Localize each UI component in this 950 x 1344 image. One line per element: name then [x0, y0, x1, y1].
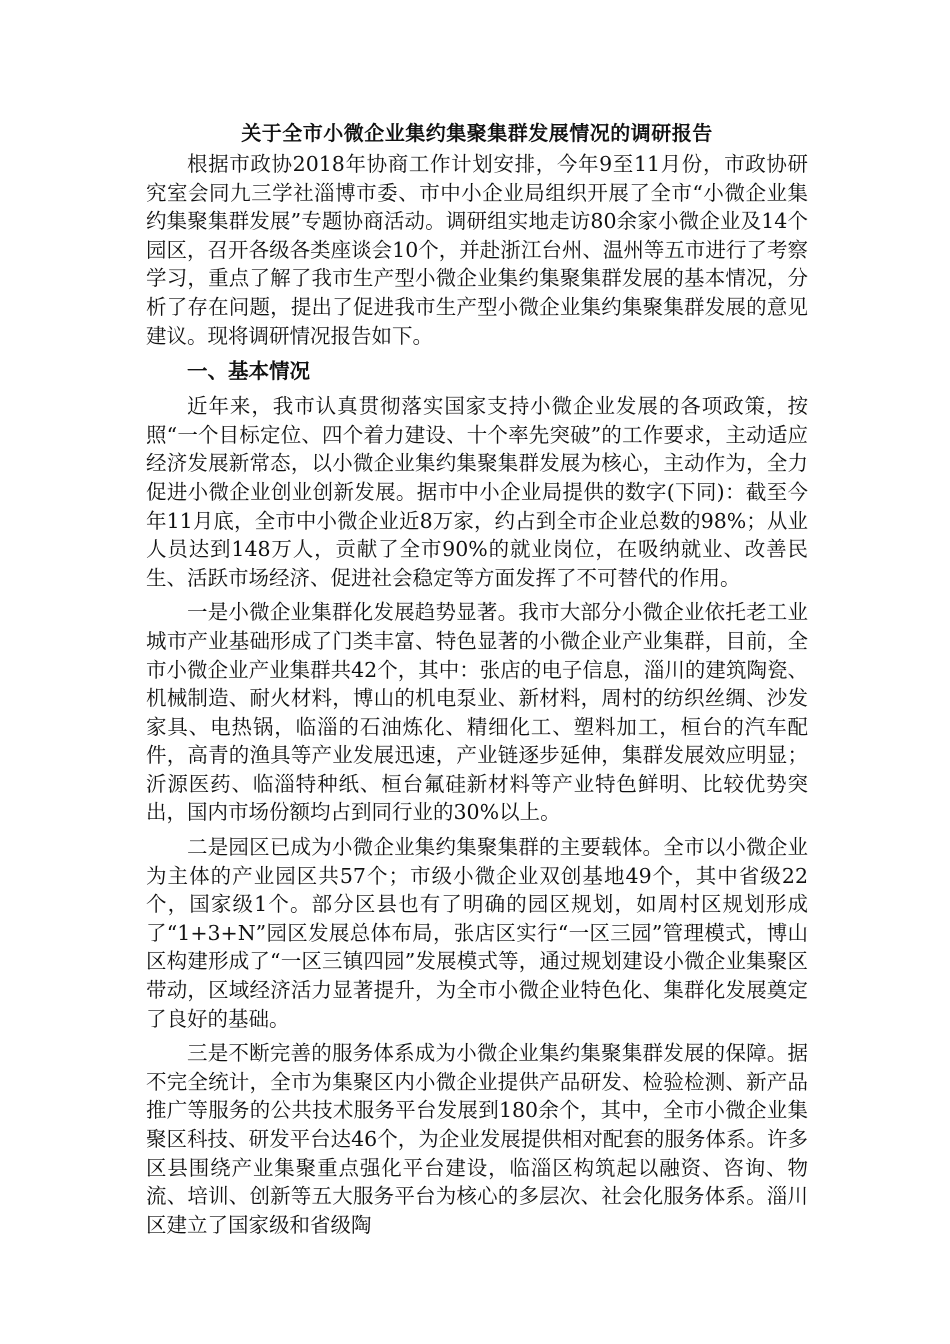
basic-situation-paragraph: 近年来，我市认真贯彻落实国家支持小微企业发展的各项政策，按照“一个目标定位、四个着力建设、十个率先突破”的工作要求，主动适应经济发展新常态，以小微企业集约集聚集群发展为核心，主动作为，全力促进小微企业创业创新发展。据市中小企业局提供的数字(下同)：截至今年11月底，全市中小微企业近8万家，约占到全市企业总数的98%；从业人员达到148万人，贡献了全市90%的就业岗位，在吸纳就业、改善民生、活跃市场经济、促进社会稳定等方面发挥了不可替代的作用。 — [146, 394, 808, 590]
intro-paragraph: 根据市政协2018年协商工作计划安排，今年9至11月份，市政协研究室会同九三学社淄博市委、市中小企业局组织开展了全市“小微企业集约集聚集群发展”专题协商活动。调研组实地走访80余家小微企业及14个园区，召开各级各类座谈会10个，并赴浙江台州、温州等五市进行了考察学习，重点了解了我市生产型小微企业集约集聚集群发展的基本情况，分析了存在问题，提出了促进我市生产型小微企业集约集聚集群发展的意见建议。现将调研情况报告如下。 — [146, 152, 808, 348]
document-title: 关于全市小微企业集约集聚集群发展情况的调研报告 — [241, 121, 713, 145]
cluster-trend-paragraph: 一是小微企业集群化发展趋势显著。我市大部分小微企业依托老工业城市产业基础形成了门类丰富、特色显著的小微企业产业集群，目前，全市小微企业产业集群共42个，其中：张店的电子信息，淄川的建筑陶瓷、机械制造、耐火材料，博山的机电泵业、新材料，周村的纺织丝绸、沙发家具、电热锅，临淄的石油炼化、精细化工、塑料加工，桓台的汽车配件，高青的渔具等产业发展迅速，产业链逐步延伸，集群发展效应明显；沂源医药、临淄特种纸、桓台氟硅新材料等产业特色鲜明、比较优势突出，国内市场份额均占到同行业的30%以上。 — [146, 600, 808, 825]
service-system-paragraph: 三是不断完善的服务体系成为小微企业集约集聚集群发展的保障。据不完全统计，全市为集聚区内小微企业提供产品研发、检验检测、新产品推广等服务的公共技术服务平台发展到180余个，其中，全市小微企业集聚区科技、研发平台达46个，为企业发展提供相对配套的服务体系。许多区县围绕产业集聚重点强化平台建设，临淄区构筑起以融资、咨询、物流、培训、创新等五大服务平台为核心的多层次、社会化服务体系。淄川区建立了国家级和省级陶 — [146, 1041, 808, 1237]
section-heading-basic-situation: 一、基本情况 — [187, 359, 310, 384]
document-page — [146, 118, 808, 1245]
industrial-park-paragraph: 二是园区已成为小微企业集约集聚集群的主要载体。全市以小微企业为主体的产业园区共57个；市级小微企业双创基地49个，其中省级22个，国家级1个。部分区县也有了明确的园区规划，如周村区规划形成了“1+3+N”园区发展总体布局，张店区实行“一区三园”管理模式，博山区构建形成了“一区三镇四园”发展模式等，通过规划建设小微企业集聚区带动，区域经济活力显著提升，为全市小微企业特色化、集群化发展奠定了良好的基础。 — [146, 835, 808, 1031]
